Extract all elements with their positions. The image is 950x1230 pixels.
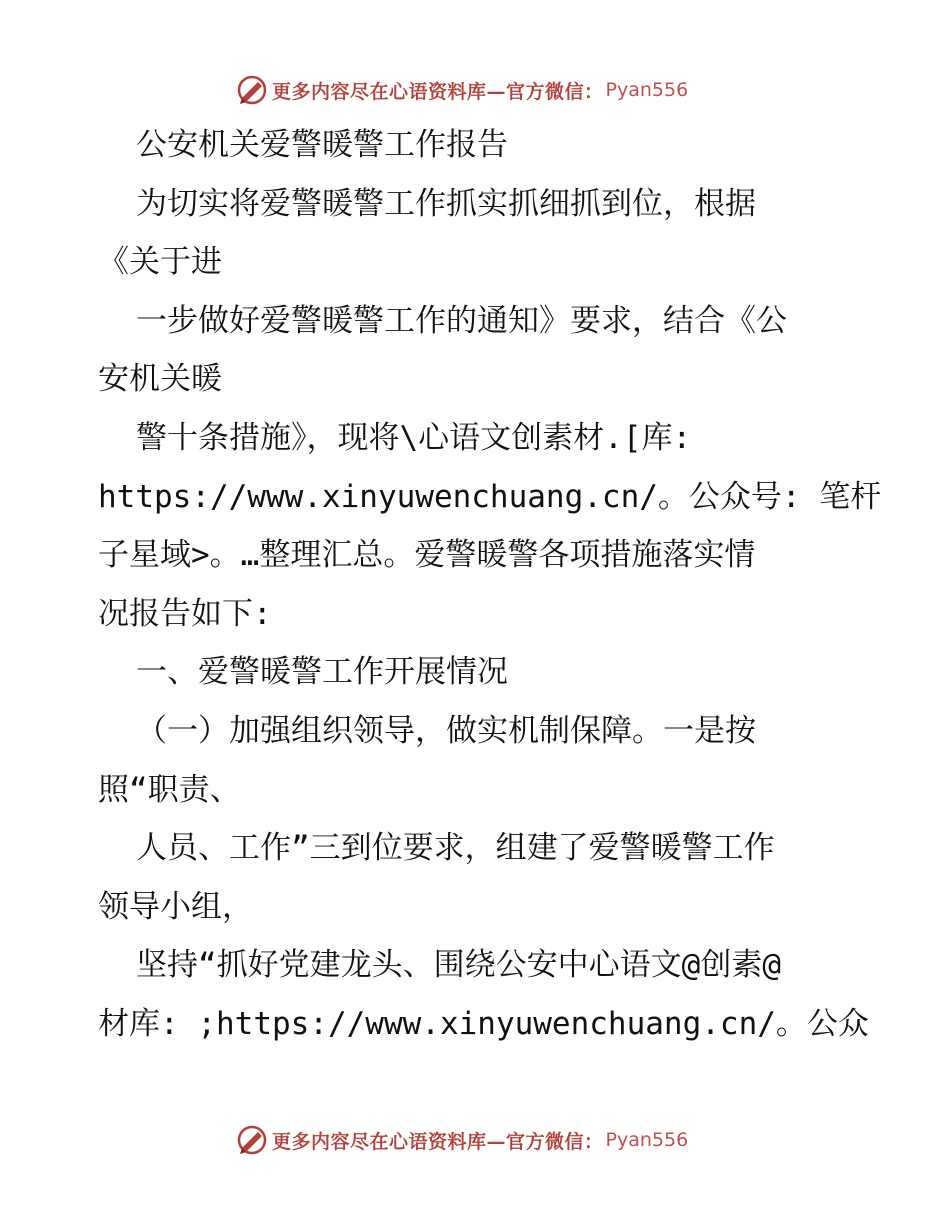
pen-logo-icon <box>236 74 268 106</box>
body-line: 为切实将爱警暖警工作抓实抓细抓到位，根据 <box>136 185 756 222</box>
watermark-footer <box>236 1122 688 1158</box>
watermark-wechat-id: Pyan556 <box>605 1129 689 1151</box>
body-line: 照“职责、 <box>98 771 241 808</box>
body-line: 人员、工作”三到位要求，组建了爱警暖警工作 <box>136 830 775 867</box>
section-heading: 一、爱警暖警工作开展情况 <box>136 654 508 691</box>
pen-logo-icon <box>236 1124 268 1156</box>
body-line: 《关于进 <box>98 244 222 281</box>
body-line: 况报告如下: <box>98 595 272 632</box>
body-line: 警十条措施》，现将\心语文创素材.[库: <box>136 419 692 456</box>
body-line: 一步做好爱警暖警工作的通知》要求，结合《公 <box>136 302 787 339</box>
body-line: 安机关暖 <box>98 361 222 398</box>
watermark-text: 更多内容尽在心语资料库—官方微信： <box>272 80 604 103</box>
document-title: 公安机关爱警暖警工作报告 <box>136 127 508 163</box>
body-line: 领导小组， <box>98 888 253 925</box>
body-line: https://www.xinyuwenchuang.cn/。公众号: 笔杆 <box>98 478 882 515</box>
body-line: 子星域>。…整理汇总。爱警暖警各项措施落实情 <box>98 537 756 574</box>
watermark-wechat-id: Pyan556 <box>605 79 689 101</box>
body-line: 材库: ;https://www.xinyuwenchuang.cn/。公众 <box>98 1005 869 1042</box>
subsection-heading: （一）加强组织领导，做实机制保障。一是按 <box>136 712 756 749</box>
watermark-header <box>236 72 688 108</box>
watermark-text: 更多内容尽在心语资料库—官方微信： <box>272 1130 604 1153</box>
body-line: 坚持“抓好党建龙头、围绕公安中心语文@创素@ <box>136 947 781 984</box>
document-body <box>98 116 882 1054</box>
